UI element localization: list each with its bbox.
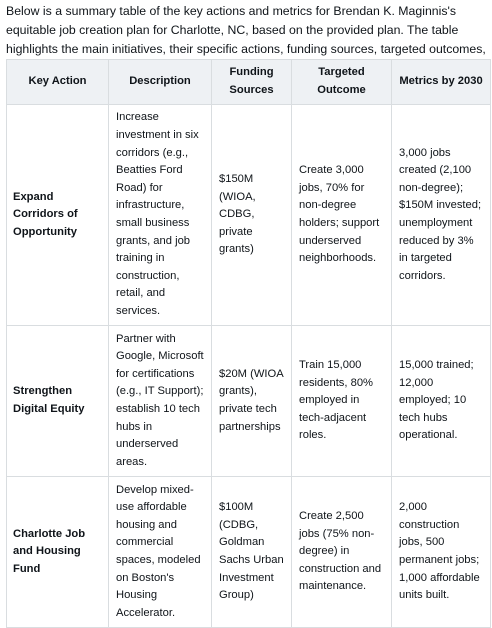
header-key-action: Key Action: [7, 60, 109, 105]
header-row: [7, 60, 491, 105]
header-funding-sources: Funding Sources: [212, 60, 292, 105]
header-targeted-outcome: Targeted Outcome: [292, 60, 392, 105]
header-metrics-2030: Metrics by 2030: [392, 60, 491, 105]
table-row: [7, 477, 491, 628]
cell-key-action: Charlotte Job and Housing Fund: [7, 477, 109, 628]
cell-description: Develop mixed-use affordable housing and commercial spaces, modeled on Boston's Housing Accelerator.: [109, 477, 212, 628]
cell-key-action: Strengthen Digital Equity: [7, 326, 109, 477]
cell-funding: $20M (WIOA grants), private tech partnerships: [212, 326, 292, 477]
cell-metrics: 2,000 construction jobs, 500 permanent jobs; 1,000 affordable units built.: [392, 477, 491, 628]
table-row: [7, 326, 491, 477]
cell-funding: $150M (WIOA, CDBG, private grants): [212, 105, 292, 326]
table-header: [7, 60, 491, 105]
intro-paragraph: Below is a summary table of the key actions and metrics for Brendan K. Maginnis's equitable job creation plan for Charlotte, NC, based on the provided plan. The table highlights the main initiatives, their specific actions, funding sources, targeted outcomes,: [6, 4, 486, 56]
table-body: [7, 105, 491, 628]
cell-funding: $100M (CDBG, Goldman Sachs Urban Investment Group): [212, 477, 292, 628]
cell-description: Increase investment in six corridors (e.g., Beatties Ford Road) for infrastructure, small business grants, and job training in construction, retail, and services.: [109, 105, 212, 326]
cell-outcome: Train 15,000 residents, 80% employed in tech-adjacent roles.: [292, 326, 392, 477]
cell-metrics: 3,000 jobs created (2,100 non-degree); $150M invested; unemployment reduced by 3% in targeted corridors.: [392, 105, 491, 326]
cell-outcome: Create 3,000 jobs, 70% for non-degree holders; support underserved neighborhoods.: [292, 105, 392, 326]
cell-description: Partner with Google, Microsoft for certifications (e.g., IT Support); establish 10 tech hubs in underserved areas.: [109, 326, 212, 477]
summary-table: [6, 59, 491, 628]
cell-key-action: Expand Corridors of Opportunity: [7, 105, 109, 326]
table-row: [7, 105, 491, 326]
cell-metrics: 15,000 trained; 12,000 employed; 10 tech hubs operational.: [392, 326, 491, 477]
header-description: Description: [109, 60, 212, 105]
cell-outcome: Create 2,500 jobs (75% non-degree) in construction and maintenance.: [292, 477, 392, 628]
